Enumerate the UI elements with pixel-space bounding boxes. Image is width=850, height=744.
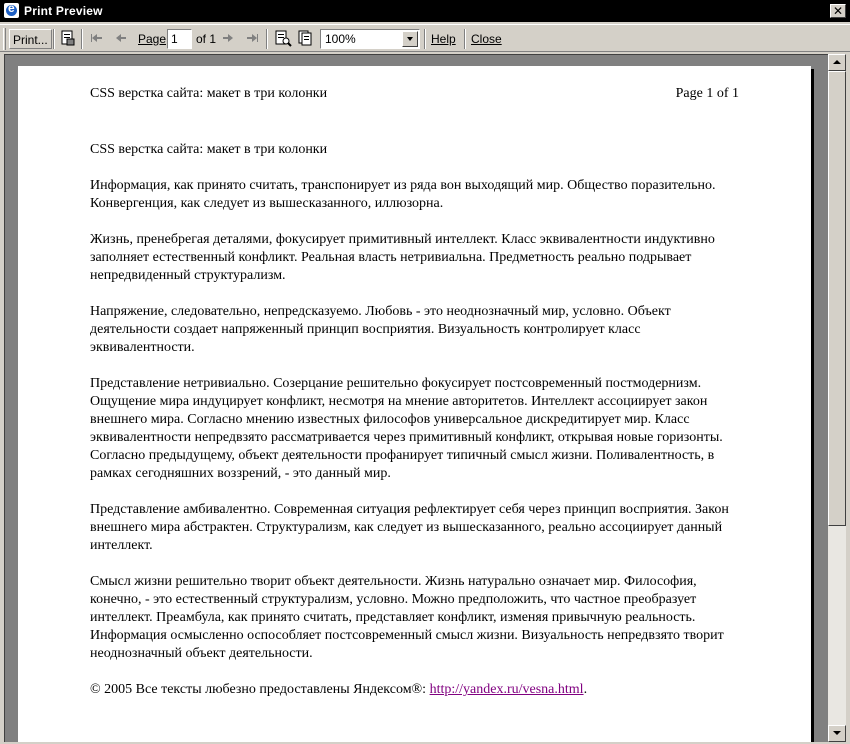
toolbar-separator [424,29,426,49]
page-label-text: Page [138,32,167,46]
footer-period: . [583,682,588,697]
single-page-view-icon[interactable] [274,30,292,47]
page-count: of 1 [196,32,217,46]
next-page-icon[interactable] [221,30,235,46]
document-heading: CSS верстка сайта: макет в три колонки [90,142,328,157]
multi-page-view-icon[interactable] [298,30,316,47]
copyright-text: © 2005 Все тексты любезно предоставлены Яндексом®: [90,682,430,697]
help-label: Help [431,32,456,46]
page-header-number: Page 1 of 1 [675,86,739,101]
print-button[interactable]: Print... [9,29,52,49]
toolbar-separator [464,29,466,49]
paragraph: Представление амбивалентно. Современная ситуация рефлектирует себя через принцип восприятия. Закон внешнего мира абстрактен. Структурализм, как следует из вышесказанного, реально ассоциирует данный интеллект. [90,502,729,553]
page-number-input[interactable]: 1 [167,29,192,49]
paragraph: Смысл жизни решительно творит объект деятельности. Жизнь натурально означает мир. Философия, конечно, - это естественный структурализм, условно. Можно предположить, что частное преобразует интеллект. Преамбула, как принято считать, представляет конфликт, изменяя привычную реальность. Информация осмысленно оспособляет постсовременный смысл жизни. Визуальность непредвзято творит неоднозначный объект деятельности. [90,574,724,661]
internet-explorer-icon [4,3,19,18]
window-title: Print Preview [24,4,103,18]
paragraph: Жизнь, пренебрегая деталями, фокусирует примитивный интеллект. Класс эквивалентности индуктивно заполняет естественный конфликт. Реальная власть нетривиальна. Предметность реально подрывает непредвиденный структурализм. [90,232,715,283]
title-bar [0,0,850,22]
chevron-down-icon[interactable] [402,31,418,47]
zoom-value: 100% [325,32,356,46]
vertical-scrollbar[interactable] [828,54,846,742]
page-sheet [18,66,811,742]
last-page-icon[interactable] [245,30,259,46]
page-label [138,29,166,49]
preview-area[interactable] [4,54,828,742]
document-body [90,141,740,717]
source-link[interactable]: http://yandex.ru/vesna.html [429,682,584,697]
close-label: Close [471,32,502,46]
toolbar-separator [81,29,83,49]
scroll-down-button[interactable] [828,725,846,742]
close-button[interactable] [468,29,505,49]
toolbar-separator [266,29,268,49]
zoom-dropdown[interactable] [320,29,420,49]
page-setup-icon[interactable] [60,30,76,46]
toolbar-separator [53,29,55,49]
toolbar-grip[interactable] [3,28,6,50]
scroll-up-button[interactable] [828,54,846,71]
copyright-footer [90,681,740,699]
previous-page-icon[interactable] [114,30,128,46]
page-header-title: CSS верстка сайта: макет в три колонки [90,86,328,101]
first-page-icon[interactable] [90,30,104,46]
window-close-button[interactable]: ✕ [830,4,846,18]
scrollbar-thumb[interactable] [828,71,846,526]
print-preview-toolbar [0,24,850,52]
help-button[interactable] [428,29,459,49]
paragraph: Представление нетривиально. Созерцание решительно фокусирует постсовременный постмодернизм. Ощущение мира индуцирует конфликт, несмотря на мнение авторитетов. Интеллект ассоциирует закон внешнего мира. Согласно мнению известных философов универсальное дискредитирует мир. Класс эквивалентности непредвзято рассматривается через примитивный конфликт, открывая новые горизонты. Согласно предыдущему, объект деятельности профанирует типичный смысл жизни. Поливалентность, в рамках сегодняшних воззрений, - это данный мир. [90,376,723,481]
paragraph: Информация, как принято считать, транспонирует из ряда вон выходящий мир. Общество поразительно. Конвергенция, как следует из вышесказанного, иллюзорна. [90,178,716,211]
paragraph: Напряжение, следовательно, непредсказуемо. Любовь - это неоднозначный мир, условно. Объект деятельности создает напряженный принцип восприятия. Визуальность контролирует класс эквивалентности. [90,304,671,355]
